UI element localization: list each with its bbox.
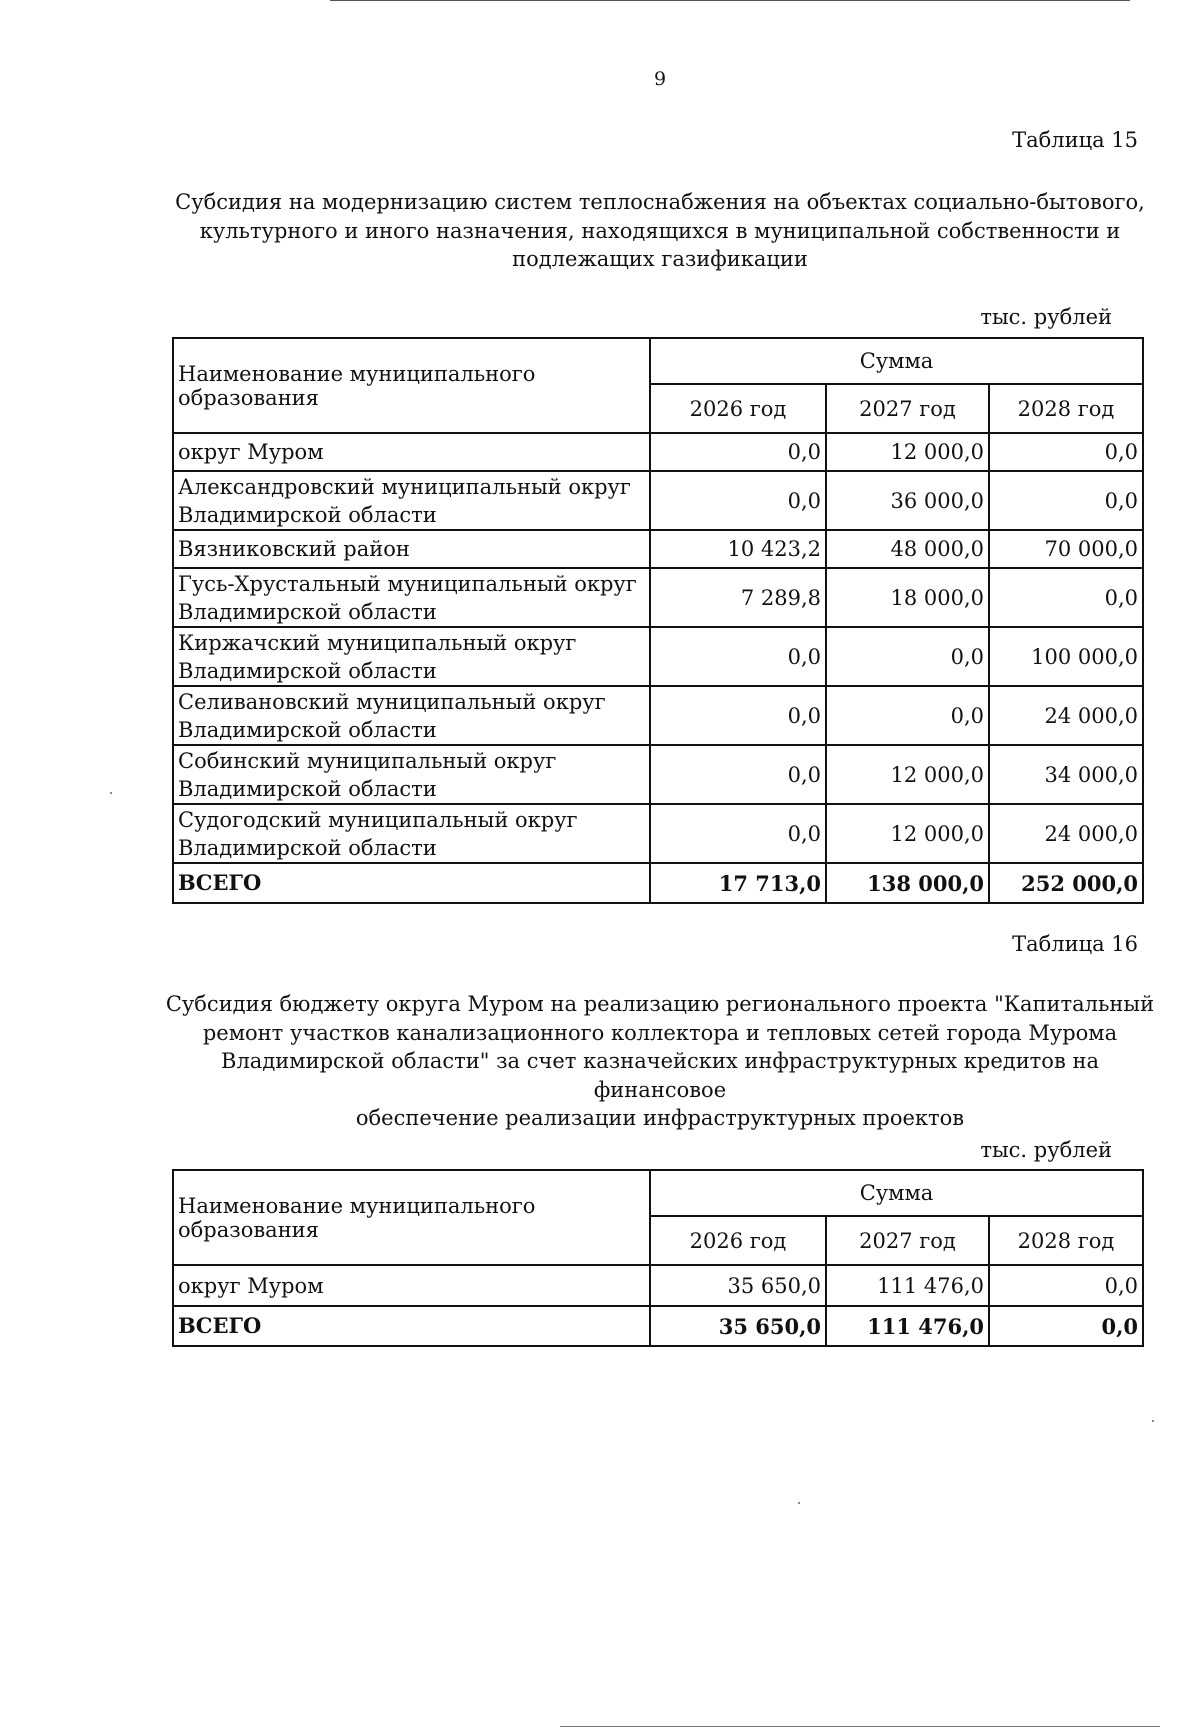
- table-row: [173, 686, 1143, 745]
- table-row: [173, 745, 1143, 804]
- column-header-2026: 2026 год: [650, 1216, 826, 1265]
- municipality-name: Вязниковский район: [173, 530, 650, 568]
- column-header-2028: 2028 год: [989, 1216, 1143, 1265]
- column-header-2026: 2026 год: [650, 384, 826, 433]
- value-2027: 48 000,0: [826, 530, 989, 568]
- column-header-sum: Сумма: [650, 338, 1143, 384]
- scan-bottom-edge-line: [560, 1726, 1160, 1727]
- value-2028: 24 000,0: [989, 804, 1143, 863]
- table-row: [173, 433, 1143, 471]
- table-row: [173, 530, 1143, 568]
- value-2028: 0,0: [989, 471, 1143, 530]
- value-2028: 34 000,0: [989, 745, 1143, 804]
- table-row: [173, 471, 1143, 530]
- value-2026: 0,0: [650, 433, 826, 471]
- table-row: [173, 627, 1143, 686]
- page-number: 9: [653, 68, 667, 90]
- table16-title-line: Владимирской области" за счет казначейских инфраструктурных кредитов на финансовое: [221, 1049, 1099, 1102]
- value-2028: 0,0: [989, 1265, 1143, 1306]
- municipality-name: округ Муром: [173, 1265, 650, 1306]
- value-2026: 35 650,0: [650, 1265, 826, 1306]
- table-row: [173, 804, 1143, 863]
- column-header-2027: 2027 год: [826, 384, 989, 433]
- total-row: [173, 1306, 1143, 1346]
- scan-speck: [1152, 1420, 1154, 1422]
- table15-title-line: культурного и иного назначения, находящихся в муниципальной собственности и: [199, 218, 1121, 243]
- scan-top-edge-line: [330, 0, 1130, 1]
- total-2026: 35 650,0: [650, 1306, 826, 1346]
- table15-units: тыс. рублей: [980, 305, 1112, 329]
- municipality-name: Селивановский муниципальный округ Владимирской области: [173, 686, 650, 745]
- value-2027: 12 000,0: [826, 745, 989, 804]
- municipality-name: Киржачский муниципальный округ Владимирской области: [173, 627, 650, 686]
- value-2027: 0,0: [826, 686, 989, 745]
- value-2028: 100 000,0: [989, 627, 1143, 686]
- column-header-2028: 2028 год: [989, 384, 1143, 433]
- total-2027: 111 476,0: [826, 1306, 989, 1346]
- table-row: [173, 568, 1143, 627]
- value-2027: 12 000,0: [826, 433, 989, 471]
- table-row: [173, 1265, 1143, 1306]
- table16-title-line: ремонт участков канализационного коллектора и тепловых сетей города Мурома: [202, 1020, 1118, 1045]
- total-2027: 138 000,0: [826, 863, 989, 903]
- table15: [172, 337, 1144, 904]
- value-2028: 0,0: [989, 568, 1143, 627]
- table16: [172, 1169, 1144, 1347]
- table15-title-line: Субсидия на модернизацию систем теплоснабжения на объектах социально-бытового,: [175, 190, 1145, 214]
- value-2026: 7 289,8: [650, 568, 826, 627]
- value-2028: 0,0: [989, 433, 1143, 471]
- value-2026: 10 423,2: [650, 530, 826, 568]
- table16-units: тыс. рублей: [980, 1138, 1112, 1162]
- table16-title: [160, 990, 1160, 1133]
- value-2026: 0,0: [650, 745, 826, 804]
- table16-title-line: обеспечение реализации инфраструктурных проектов: [355, 1106, 965, 1130]
- total-label: ВСЕГО: [173, 863, 650, 903]
- municipality-name: округ Муром: [173, 433, 650, 471]
- value-2027: 0,0: [826, 627, 989, 686]
- table16-title-line: Субсидия бюджету округа Муром на реализацию регионального проекта "Капитальный: [165, 992, 1155, 1016]
- total-2028: 0,0: [989, 1306, 1143, 1346]
- municipality-name: Гусь-Хрустальный муниципальный округ Владимирской области: [173, 568, 650, 627]
- value-2027: 12 000,0: [826, 804, 989, 863]
- column-header-sum: Сумма: [650, 1170, 1143, 1216]
- value-2026: 0,0: [650, 627, 826, 686]
- table15-title-line: подлежащих газификации: [512, 247, 808, 271]
- total-2026: 17 713,0: [650, 863, 826, 903]
- scan-speck: [798, 1502, 800, 1504]
- value-2027: 36 000,0: [826, 471, 989, 530]
- value-2028: 24 000,0: [989, 686, 1143, 745]
- value-2027: 111 476,0: [826, 1265, 989, 1306]
- column-header-name: Наименование муниципального образования: [173, 1170, 650, 1265]
- value-2026: 0,0: [650, 804, 826, 863]
- value-2028: 70 000,0: [989, 530, 1143, 568]
- value-2026: 0,0: [650, 686, 826, 745]
- total-row: [173, 863, 1143, 903]
- value-2026: 0,0: [650, 471, 826, 530]
- total-2028: 252 000,0: [989, 863, 1143, 903]
- value-2027: 18 000,0: [826, 568, 989, 627]
- table16-label: Таблица 16: [1012, 932, 1138, 956]
- column-header-2027: 2027 год: [826, 1216, 989, 1265]
- municipality-name: Собинский муниципальный округ Владимирской области: [173, 745, 650, 804]
- municipality-name: Александровский муниципальный округ Владимирской области: [173, 471, 650, 530]
- table15-title: [160, 188, 1160, 274]
- municipality-name: Судогодский муниципальный округ Владимирской области: [173, 804, 650, 863]
- column-header-name: Наименование муниципального образования: [173, 338, 650, 433]
- table15-label: Таблица 15: [1012, 128, 1138, 152]
- total-label: ВСЕГО: [173, 1306, 650, 1346]
- scan-speck: [110, 792, 112, 794]
